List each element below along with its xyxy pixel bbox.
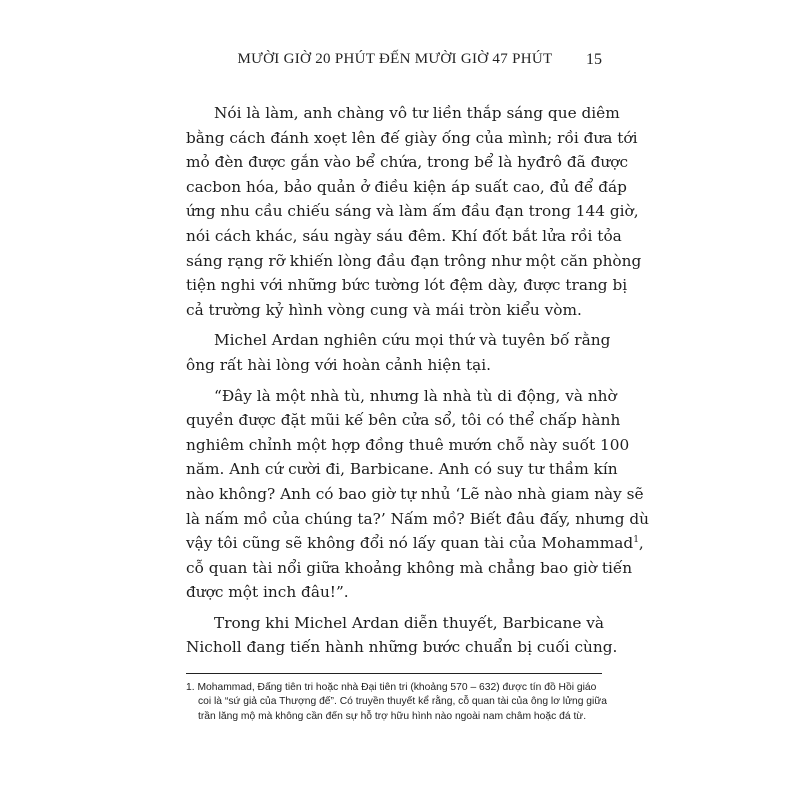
text-line: ứng nhu cầu chiếu sáng và làm ấm đầu đạn trong 144 giờ, <box>186 202 639 221</box>
text-line: nào không? Anh có bao giờ tự nhủ ‘Lẽ nào nhà giam này sẽ <box>186 484 644 503</box>
running-header-title: MƯỜI GIỜ 20 PHÚT ĐẾN MƯỜI GIỜ 47 PHÚT <box>237 51 553 67</box>
footnote-divider <box>186 673 602 674</box>
body-text <box>186 101 650 666</box>
text-line-with-footnote <box>186 531 644 556</box>
text-line: là nấm mồ của chúng ta?’ Nấm mồ? Biết đâu đấy, nhưng dù <box>186 509 650 528</box>
text-line: “Đây là một nhà tù, nhưng là nhà tù di động, và nhờ <box>214 386 617 405</box>
footnote-line: coi là “sứ giả của Thượng đế”. Có truyền thuyết kể rằng, cỗ quan tài của ông lơ lửng giữa <box>198 696 607 708</box>
text-line: cacbon hóa, bảo quản ở điều kiện áp suất cao, đủ để đáp <box>186 177 627 196</box>
text-line: quyền được đặt mũi kế bên cửa sổ, tôi có thể chấp hành <box>186 411 621 430</box>
text-line: Nói là làm, anh chàng vô tư liền thắp sáng que diêm <box>214 104 620 122</box>
text-line: nghiêm chỉnh một hợp đồng thuê mướn chỗ này suốt 100 <box>186 435 630 454</box>
footnote-reference[interactable]: 1 <box>633 535 639 545</box>
text-line: Michel Ardan nghiên cứu mọi thứ và tuyên bố rằng <box>214 331 611 350</box>
paragraph-2 <box>186 328 611 377</box>
text-line: nói cách khác, sáu ngày sáu đêm. Khí đốt bắt lửa rồi tỏa <box>186 226 622 245</box>
paragraph-4 <box>186 611 618 660</box>
footnote-line: 1. Mohammad, Đấng tiên tri hoặc nhà Đại tiên tri (khoảng 570 – 632) được tín đồ Hồi giáo <box>186 682 597 693</box>
text-line: được một inch đâu!”. <box>186 583 349 602</box>
page-number: 15 <box>586 51 602 68</box>
text-line: ông rất hài lòng với hoàn cảnh hiện tại. <box>186 355 492 374</box>
text-line: tiện nghi với những bức tường lót đệm dày, được trang bị <box>186 276 628 295</box>
text-line: sáng rạng rỡ khiến lòng đầu đạn trông như một căn phòng <box>186 251 642 270</box>
text-segment: vậy tôi cũng sẽ không đổi nó lấy quan tài của Mohammad <box>186 534 634 553</box>
text-line: Trong khi Michel Ardan diễn thuyết, Barbicane và <box>214 613 605 632</box>
text-segment: , <box>638 534 644 553</box>
paragraph-1 <box>186 101 642 322</box>
footnote-line: trần lăng mộ mà không cần đến sự hỗ trợ hữu hình nào ngoài nam châm hoặc đá từ. <box>198 710 587 722</box>
footnote <box>186 681 607 724</box>
text-line: Nicholl đang tiến hành những bước chuẩn bị cuối cùng. <box>186 638 618 657</box>
text-line: năm. Anh cứ cười đi, Barbicane. Anh có suy tư thầm kín <box>186 460 618 479</box>
paragraph-3 <box>186 384 650 605</box>
text-line: cả trường kỷ hình vòng cung và mái tròn kiểu vòm. <box>186 300 582 319</box>
text-line: mỏ đèn được gắn vào bể chứa, trong bể là hyđrô đã được <box>186 153 629 172</box>
text-line: cỗ quan tài nổi giữa khoảng không mà chẳng bao giờ tiến <box>186 558 633 577</box>
text-line: bằng cách đánh xoẹt lên đế giày ống của mình; rồi đưa tới <box>186 128 638 147</box>
